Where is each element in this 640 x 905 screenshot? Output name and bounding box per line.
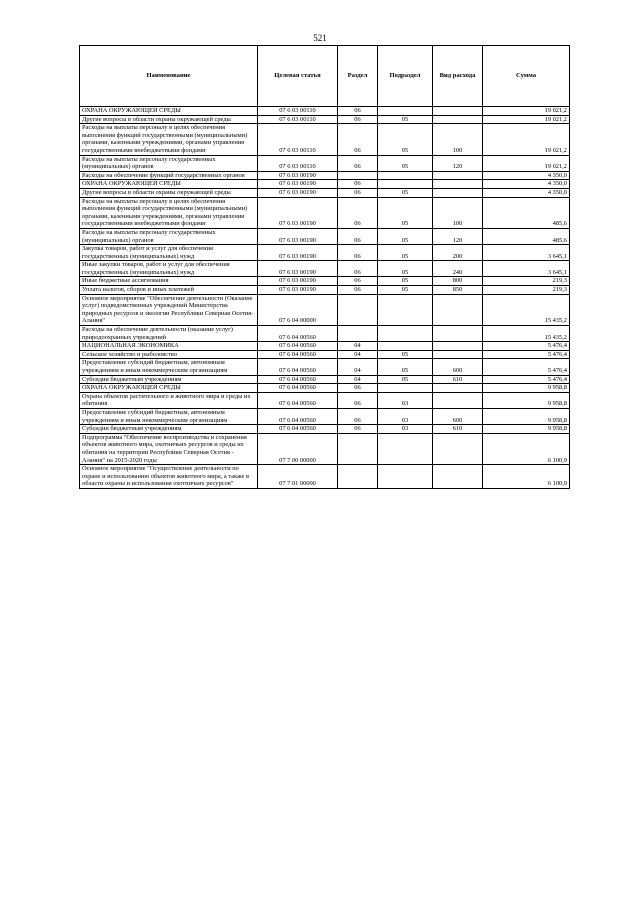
row-expense-type [433, 326, 483, 342]
row-sum: 9 958,8 [483, 408, 570, 424]
row-subsection: 05 [378, 277, 433, 286]
row-section: 06 [338, 228, 378, 244]
row-section: 06 [338, 180, 378, 189]
row-expense-type: 600 [433, 408, 483, 424]
table-row [80, 342, 570, 351]
row-sum: 485,6 [483, 197, 570, 228]
table-row [80, 124, 570, 155]
row-sum: 5 476,4 [483, 375, 570, 384]
row-sum: 5 476,4 [483, 350, 570, 359]
row-target-code: 07 6 03 00110 [258, 124, 338, 155]
header-section: Раздел [338, 46, 378, 107]
table-row [80, 180, 570, 189]
row-subsection: 05 [378, 155, 433, 171]
row-subsection: 05 [378, 188, 433, 197]
row-expense-type: 240 [433, 261, 483, 277]
table-body [80, 107, 570, 489]
row-section [338, 294, 378, 325]
row-section: 04 [338, 359, 378, 375]
row-name: ОХРАНА ОКРУЖАЮЩЕЙ СРЕДЫ [80, 107, 258, 116]
row-name: ОХРАНА ОКРУЖАЮЩЕЙ СРЕДЫ [80, 180, 258, 189]
row-subsection: 05 [378, 375, 433, 384]
table-row [80, 433, 570, 464]
row-subsection [378, 107, 433, 116]
row-target-code: 07 6 03 00110 [258, 155, 338, 171]
row-expense-type: 120 [433, 228, 483, 244]
row-expense-type: 600 [433, 359, 483, 375]
row-name: Субсидии бюджетным учреждениям [80, 375, 258, 384]
row-sum: 3 645,1 [483, 261, 570, 277]
row-section: 06 [338, 286, 378, 295]
row-section: 06 [338, 425, 378, 434]
row-name: Закупка товаров, работ и услуг для обеспечения государственных (муниципальных) нужд [80, 245, 258, 261]
row-target-code: 07 6 03 00190 [258, 261, 338, 277]
page-number: 521 [313, 33, 327, 43]
row-subsection [378, 384, 433, 393]
row-section: 06 [338, 261, 378, 277]
row-subsection: 05 [378, 286, 433, 295]
row-name: Расходы на выплаты персоналу государственных (муниципальных) органов [80, 228, 258, 244]
row-target-code: 07 6 04 00560 [258, 326, 338, 342]
table-row [80, 326, 570, 342]
row-name: Расходы на выплаты персоналу государственных (муниципальных) органов [80, 155, 258, 171]
header-target: Целевая статья [258, 46, 338, 107]
row-sum: 6 100,9 [483, 433, 570, 464]
row-expense-type [433, 392, 483, 408]
row-target-code: 07 6 03 00190 [258, 188, 338, 197]
row-name: Уплата налогов, сборов и иных платежей [80, 286, 258, 295]
row-sum: 15 435,2 [483, 326, 570, 342]
row-section: 06 [338, 408, 378, 424]
row-expense-type [433, 115, 483, 124]
header-name: Наименование [80, 46, 258, 107]
row-name: Сельское хозяйство и рыболовство [80, 350, 258, 359]
table-row [80, 286, 570, 295]
row-section [338, 326, 378, 342]
row-section [338, 171, 378, 180]
row-sum: 219,3 [483, 286, 570, 295]
row-name: Предоставление субсидий бюджетным, автономным учреждениям и иным некоммерческим организациям [80, 408, 258, 424]
table-row [80, 228, 570, 244]
table-row [80, 384, 570, 393]
row-expense-type [433, 294, 483, 325]
row-name: Расходы на выплаты персоналу в целях обеспечения выполнения функций государственными (муниципальными) органами, казенными учреждениями, органами управления государственными внебюджетными фондами [80, 197, 258, 228]
row-section: 06 [338, 197, 378, 228]
row-name: Другие вопросы в области охраны окружающей среды [80, 115, 258, 124]
row-target-code: 07 6 04 00560 [258, 350, 338, 359]
row-sum: 5 476,4 [483, 359, 570, 375]
row-section: 06 [338, 124, 378, 155]
row-name: Расходы на обеспечение функций государственных органов [80, 171, 258, 180]
row-target-code: 07 7 01 00000 [258, 465, 338, 489]
row-name: Основное мероприятие "Осуществление деятельности по охране и использованию объектов животного мира, а также в области охраны и использования охотничьих ресурсов" [80, 465, 258, 489]
table-row [80, 188, 570, 197]
table-row [80, 392, 570, 408]
row-target-code: 07 6 04 00560 [258, 425, 338, 434]
row-name: ОХРАНА ОКРУЖАЮЩЕЙ СРЕДЫ [80, 384, 258, 393]
row-expense-type [433, 384, 483, 393]
row-target-code: 07 6 03 00190 [258, 277, 338, 286]
row-target-code: 07 6 03 00110 [258, 107, 338, 116]
row-section: 04 [338, 375, 378, 384]
row-sum: 19 021,2 [483, 107, 570, 116]
row-name: Расходы на выплаты персоналу в целях обеспечения выполнения функций государственными (муниципальными) органами, казенными учреждениями, органами управления государственными внебюджетными фондами [80, 124, 258, 155]
row-sum: 4 350,0 [483, 188, 570, 197]
row-subsection [378, 171, 433, 180]
table-row [80, 171, 570, 180]
row-name: НАЦИОНАЛЬНАЯ ЭКОНОМИКА [80, 342, 258, 351]
row-expense-type [433, 350, 483, 359]
row-subsection: 05 [378, 350, 433, 359]
row-expense-type: 120 [433, 155, 483, 171]
table-row [80, 359, 570, 375]
row-expense-type: 610 [433, 375, 483, 384]
row-target-code: 07 7 00 00000 [258, 433, 338, 464]
row-subsection: 03 [378, 408, 433, 424]
row-target-code: 07 6 04 00000 [258, 294, 338, 325]
row-expense-type: 610 [433, 425, 483, 434]
row-target-code: 07 6 04 00560 [258, 359, 338, 375]
row-sum: 3 645,1 [483, 245, 570, 261]
row-target-code: 07 6 04 00560 [258, 375, 338, 384]
row-subsection: 05 [378, 228, 433, 244]
row-subsection: 05 [378, 124, 433, 155]
row-expense-type: 850 [433, 286, 483, 295]
row-target-code: 07 6 03 00190 [258, 180, 338, 189]
row-subsection: 05 [378, 115, 433, 124]
table-row [80, 277, 570, 286]
row-section: 04 [338, 342, 378, 351]
table-row [80, 261, 570, 277]
row-name: Основное мероприятие "Обеспечение деятельности (Оказание услуг) подведомственных учреждений Министерства природных ресурсов и экологии Республики Северная Осетия-Алания" [80, 294, 258, 325]
row-expense-type: 100 [433, 124, 483, 155]
row-expense-type: 100 [433, 197, 483, 228]
row-expense-type [433, 342, 483, 351]
table-row [80, 107, 570, 116]
row-sum: 15 435,2 [483, 294, 570, 325]
row-subsection: 03 [378, 392, 433, 408]
row-subsection [378, 180, 433, 189]
table-row [80, 115, 570, 124]
row-section: 06 [338, 155, 378, 171]
row-subsection [378, 294, 433, 325]
row-expense-type [433, 188, 483, 197]
row-sum: 485,6 [483, 228, 570, 244]
row-expense-type [433, 107, 483, 116]
table-row [80, 465, 570, 489]
row-subsection: 05 [378, 359, 433, 375]
row-target-code: 07 6 03 00190 [258, 171, 338, 180]
row-target-code: 07 6 04 00560 [258, 392, 338, 408]
row-subsection: 03 [378, 425, 433, 434]
row-name: Подпрограмма "Обеспечение воспроизводства и сохранения объектов животного мира, охотничьих ресурсов и среды их обитания на территории Республики Северная Осетия - Алания" на 2015-2020 годы [80, 433, 258, 464]
row-sum: 219,3 [483, 277, 570, 286]
row-name: Иные закупки товаров, работ и услуг для обеспечения государственных (муниципальных) нужд [80, 261, 258, 277]
row-expense-type [433, 433, 483, 464]
row-target-code: 07 6 03 00190 [258, 197, 338, 228]
row-sum: 9 958,8 [483, 392, 570, 408]
header-type: Вид расхода [433, 46, 483, 107]
row-expense-type [433, 465, 483, 489]
budget-table [79, 45, 570, 489]
row-expense-type: 800 [433, 277, 483, 286]
table-row [80, 294, 570, 325]
row-sum: 9 958,8 [483, 425, 570, 434]
table-header-row [80, 46, 570, 107]
row-target-code: 07 6 04 00560 [258, 408, 338, 424]
table-row [80, 408, 570, 424]
row-expense-type [433, 180, 483, 189]
row-subsection [378, 342, 433, 351]
row-section [338, 465, 378, 489]
row-target-code: 07 6 04 00560 [258, 384, 338, 393]
row-section: 06 [338, 188, 378, 197]
row-name: Расходы на обеспечение деятельности (оказание услуг) природоохранных учреждений [80, 326, 258, 342]
row-name: Субсидии бюджетным учреждениям [80, 425, 258, 434]
row-target-code: 07 6 03 00110 [258, 115, 338, 124]
row-subsection: 05 [378, 261, 433, 277]
row-section: 04 [338, 350, 378, 359]
row-section: 06 [338, 107, 378, 116]
row-target-code: 07 6 04 00560 [258, 342, 338, 351]
table-row [80, 375, 570, 384]
row-section: 06 [338, 115, 378, 124]
header-subsection: Подраздел [378, 46, 433, 107]
row-name: Охрана объектов растительного и животного мира и среды их обитания [80, 392, 258, 408]
row-sum: 5 476,4 [483, 342, 570, 351]
row-subsection: 05 [378, 197, 433, 228]
row-section: 06 [338, 277, 378, 286]
row-section: 06 [338, 392, 378, 408]
table-row [80, 245, 570, 261]
row-expense-type: 200 [433, 245, 483, 261]
row-sum: 9 958,8 [483, 384, 570, 393]
table-row [80, 197, 570, 228]
row-section: 06 [338, 245, 378, 261]
row-sum: 19 021,2 [483, 124, 570, 155]
row-sum: 19 021,2 [483, 115, 570, 124]
row-sum: 4 350,0 [483, 180, 570, 189]
row-target-code: 07 6 03 00190 [258, 286, 338, 295]
row-name: Другие вопросы в области охраны окружающей среды [80, 188, 258, 197]
row-sum: 19 021,2 [483, 155, 570, 171]
row-expense-type [433, 171, 483, 180]
table-row [80, 155, 570, 171]
row-section: 06 [338, 384, 378, 393]
row-section [338, 433, 378, 464]
row-subsection [378, 326, 433, 342]
row-subsection [378, 433, 433, 464]
table-row [80, 425, 570, 434]
row-name: Предоставление субсидий бюджетным, автономным учреждениям и иным некоммерческим организациям [80, 359, 258, 375]
row-target-code: 07 6 03 00190 [258, 228, 338, 244]
row-name: Иные бюджетные ассигнования [80, 277, 258, 286]
header-sum: Сумма [483, 46, 570, 107]
row-subsection [378, 465, 433, 489]
row-target-code: 07 6 03 00190 [258, 245, 338, 261]
row-subsection: 05 [378, 245, 433, 261]
row-sum: 6 100,9 [483, 465, 570, 489]
table-row [80, 350, 570, 359]
row-sum: 4 350,0 [483, 171, 570, 180]
